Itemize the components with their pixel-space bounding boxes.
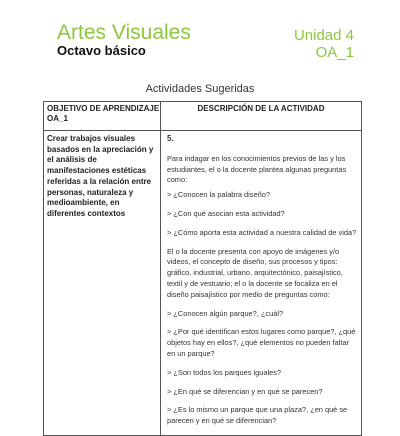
question-6: > ¿Son todos los parques iguales?: [167, 367, 282, 377]
activities-title: Actividades Sugeridas: [145, 83, 255, 95]
paragraph-design: El o la docente presenta con apoyo de imágenes y/o videos, el concepto de diseño, sus procesos y tipos: gráfico, industrial, urbano, arquitectónico, paisajístico, textil y de vestuario; el o la docente se focaliza en el diseño paisajístico por medio de preguntas como:: [167, 246, 343, 299]
table-header-row: [44, 102, 362, 131]
paragraph-intro: Para indagar en los conocimientos previos de las y los estudiantes, el o la docente plantea algunas preguntas como:: [167, 153, 347, 185]
question-1: > ¿Conocen la palabra diseño?: [167, 190, 270, 200]
unit-label: Unidad 4: [293, 27, 354, 44]
objective-text: Crear trabajos visuales basados en la apreciación y el análisis de manifestaciones estéticas referidas a la relación entre personas, naturaleza y medioambiente, en diferentes contextos: [44, 131, 161, 436]
question-3: > ¿Cómo aporta esta actividad a nuestra calidad de vida?: [167, 227, 357, 237]
activity-description: [161, 131, 362, 436]
question-2: > ¿Con qué asocian esta actividad?: [167, 208, 285, 218]
question-5: > ¿Por qué identifican estos lugares como parque?, ¿qué objetos hay en ellos?, ¿qué elementos no pueden faltar en un parque?: [167, 327, 356, 358]
table-row: [44, 131, 362, 436]
activity-number: 5.: [167, 134, 174, 143]
subject-title: Artes Visuales: [57, 21, 191, 44]
objective-code: OA_1: [315, 44, 354, 61]
objective-column-header: OBJETIVO DE APRENDIZAJE OA_1: [44, 102, 161, 131]
activity-table: [43, 101, 362, 436]
question-4: > ¿Conocen algún parque?, ¿cuál?: [167, 308, 284, 318]
grade-subtitle: Octavo básico: [57, 43, 146, 58]
question-8: > ¿Es lo mismo un parque que una plaza?, ¿en qué se parecen y en qué se diferencian?: [167, 405, 348, 426]
description-column-header: DESCRIPCIÓN DE LA ACTIVIDAD: [161, 102, 362, 131]
question-7: > ¿En qué se diferencian y en qué se parecen?: [167, 386, 323, 396]
